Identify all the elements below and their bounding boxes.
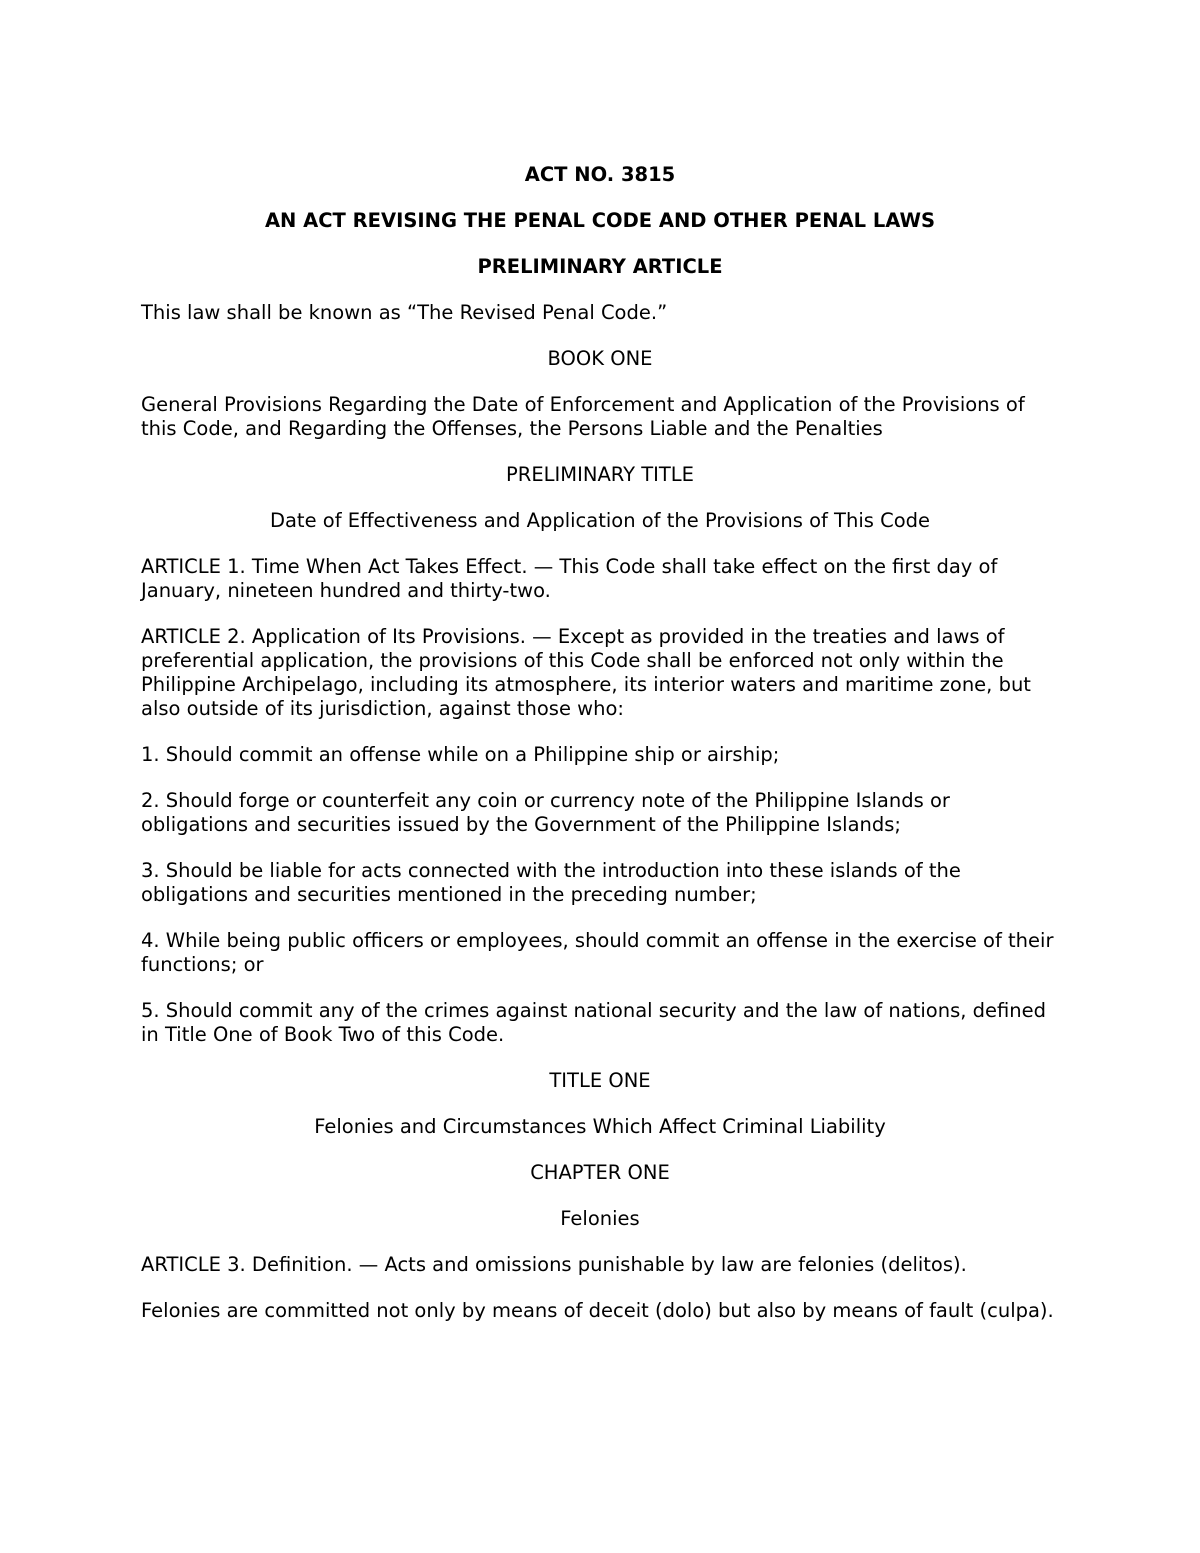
article-2-item-5: 5. Should commit any of the crimes against national security and the law of nations, defined in Title One of Book Two of this Code. (141, 999, 1047, 1046)
article-2: ARTICLE 2. Application of Its Provisions. — Except as provided in the treaties and laws of preferential application, the provisions of this Code shall be enforced not only within the Philippine Archipelago, including its atmosphere, its interior waters and maritime zone, but also outside of its jurisdiction, against those who: (141, 625, 1031, 720)
title-one-subtitle: Felonies and Circumstances Which Affect Criminal Liability (314, 1115, 886, 1138)
preliminary-article-text: This law shall be known as “The Revised Penal Code.” (141, 301, 668, 324)
title-one-heading: TITLE ONE (549, 1069, 651, 1092)
article-2-item-2: 2. Should forge or counterfeit any coin or currency note of the Philippine Islands or obligations and securities issued by the Government of the Philippine Islands; (141, 789, 950, 836)
act-title: AN ACT REVISING THE PENAL CODE AND OTHER PENAL LAWS (264, 209, 936, 232)
article-2-item-4: 4. While being public officers or employees, should commit an offense in the exercise of their functions; or (141, 929, 1054, 976)
chapter-one-heading: CHAPTER ONE (530, 1161, 670, 1184)
act-number: ACT NO. 3815 (524, 163, 676, 186)
article-2-item-1: 1. Should commit an offense while on a Philippine ship or airship; (141, 743, 780, 766)
article-3-paragraph-2: Felonies are committed not only by means of deceit (dolo) but also by means of fault (culpa). (141, 1299, 1054, 1322)
article-3: ARTICLE 3. Definition. — Acts and omissions punishable by law are felonies (delitos). (141, 1253, 967, 1276)
preliminary-title-subtitle: Date of Effectiveness and Application of the Provisions of This Code (269, 509, 931, 532)
article-2-item-3: 3. Should be liable for acts connected with the introduction into these islands of the obligations and securities mentioned in the preceding number; (141, 859, 961, 906)
document-body (141, 163, 1059, 1345)
book-heading: BOOK ONE (547, 347, 653, 370)
article-1: ARTICLE 1. Time When Act Takes Effect. — This Code shall take effect on the first day of January, nineteen hundred and thirty-two. (141, 555, 998, 602)
book-subtitle: General Provisions Regarding the Date of Enforcement and Application of the Provisions of this Code, and Regarding the Offenses, the Persons Liable and the Penalties (141, 393, 1025, 440)
chapter-one-subtitle: Felonies (560, 1207, 640, 1230)
preliminary-title-heading: PRELIMINARY TITLE (506, 463, 694, 486)
preliminary-article-heading: PRELIMINARY ARTICLE (477, 255, 723, 278)
